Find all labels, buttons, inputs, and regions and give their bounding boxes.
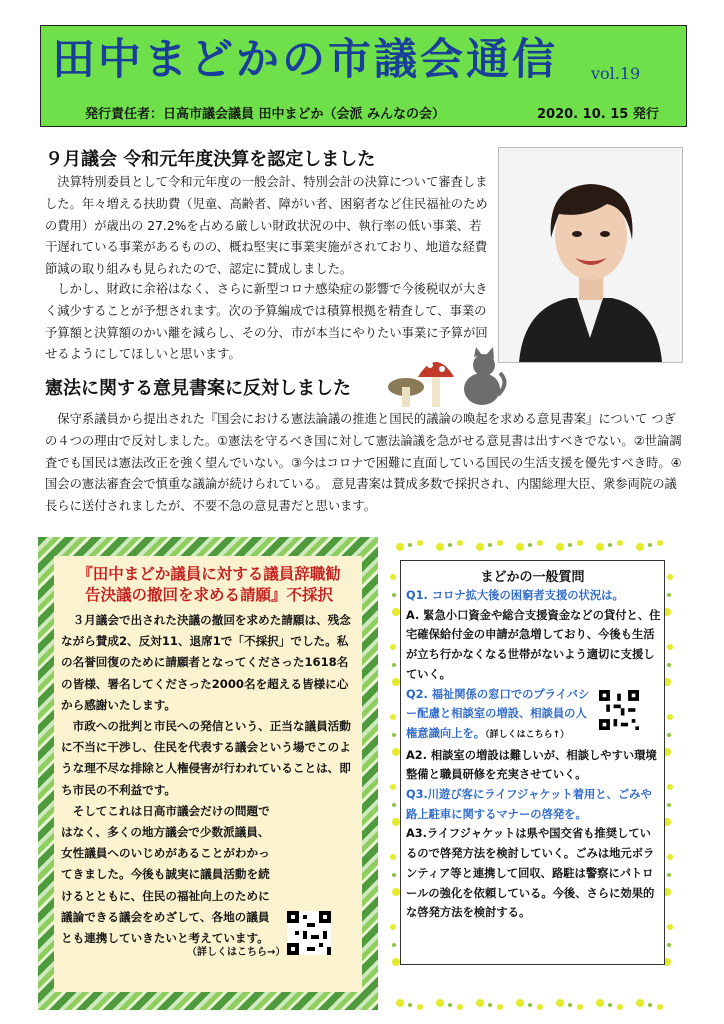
publisher-line: 発行責任者：日高市議会議員 田中まどか（会派 みんなの会） (85, 107, 446, 122)
qr-code-icon[interactable] (599, 690, 639, 730)
answer-1: A. 緊急小口資金や総合支援資金などの貸付と、住宅確保給付金の申請が急増しており、今後も生活が立ち行かなくなる世帯がないよう適切に支援していく。 (406, 608, 661, 681)
petition-p1: ３月議会で出された決議の撤回を求めた請願は、残念ながら賛成2、反対11、退席1で「不採択」でした。私の名誉回復のために請願者となってくださった1618名の皆様、署名してくださった2000名を超える皆様に心から感謝いたします。 (61, 613, 351, 712)
answer-2: A2. 相談室の増設は難しいが、相談しやすい環境整備と職員研修を充実させていく。 (406, 748, 657, 782)
section1-paragraph1 (45, 172, 490, 281)
petition-details-note: （詳しくはこちら→） (187, 947, 286, 958)
qr-code-icon[interactable] (287, 911, 331, 955)
portrait-photo (498, 147, 683, 363)
petition-body (61, 610, 357, 949)
question-2-details-note: （詳しくはこちら↑） (485, 729, 570, 740)
question-2-block (406, 685, 596, 746)
petition-heading-line2: 告決議の撤回を求める請願』不採択 (84, 586, 333, 604)
newsletter-title: 田中まどかの市議会通信 (52, 35, 558, 85)
section1-p2-text: しかし、財政に余裕はなく、さらに新型コロナ感染症の影響で今後税収が大きく減少することが予想されます。次の予算編成では積算根拠を精査して、事業の予算額と決算額のかい離を減らし、その分、市が本当にやりたい事業に予算が回せるようにしてほしいと思います。 (45, 282, 488, 362)
section2-p-text: 保守系議員から提出された『国会における憲法論議の推進と国民的議論の喚起を求める意見書案』について つぎの４つの理由で反対しました。①憲法を守るべき国に対して憲法論議を急がせる意見書は出すべきでない。②世論調査でも国民は憲法改正を強く望んでいない。③今はコロナで困難に直面している国民の生活支援を優先すべき時。④国会の憲法審査会で慎重な議論が続けられている。 意見書案は賛成多数で採択され、内閣総理大臣、衆参両院の議長らに送付されましたが、不要不急の意見書だと思います。 (45, 412, 682, 514)
question-1: Q1. コロナ拡大後の困窮者支援の状況は。 (406, 589, 624, 602)
questions-heading: まどかの一般質問 (480, 570, 585, 585)
question-2: Q2. 福祉関係の窓口でのプライバシー配慮と相談室の増設、相談員の人権意識向上を。 (406, 687, 590, 740)
section1-p1-text: 決算特別委員として令和元年度の一般会計、特別会計の決算について審査しました。年々増える扶助費（児童、高齢者、障がい者、困窮者など住民福祉のための費用）が歳出の 27.2%を占める厳しい財政状況の中、執行率の低い事業、若干遅れている事業があるものの、概ね堅実に事業実施がされており、地道な経費節減の取り組みも見られたので、認定に賛成しました。 (45, 175, 488, 277)
petition-heading-line1: 『田中まどか議員に対する議員辞職勧 (77, 565, 341, 583)
petition-heading (60, 564, 358, 606)
issue-date: 2020. 10. 15 発行 (537, 107, 659, 122)
petition-p2: 市政への批判と市民への発信という、正当な議員活動に不当に干渉し、住民を代表する議会という場でこのような理不尽な排除と人権侵害が行われていることは、即ち市民の不利益です。 (61, 719, 351, 797)
petition-p3: そしてこれは日高市議会だけの問題ではなく、多くの地方議会で少数派議員、女性議員へのいじめがあることがわかってきました。今後も誠実に議員活動を続けるとともに、住民の福祉向上のために議論できる議会をめざして、各地の議員とも連携していきたいと考えています。 (61, 803, 270, 946)
section2-heading: 憲法に関する意見書案に反対しました (45, 378, 351, 399)
mushroom-cat-illustration (388, 347, 508, 412)
section1-heading: ９月議会 令和元年度決算を認定しました (45, 149, 376, 170)
questions-body (406, 586, 662, 923)
question-3: Q3.川遊び客にライフジャケット着用と、ごみや路上駐車に関するマナーの啓発を。 (406, 788, 652, 821)
volume-number: vol.19 (591, 64, 641, 83)
section2-paragraph (45, 409, 685, 518)
answer-3: A3.ライフジャケットは県や国交省も推奨しているので啓発方法を検討していく。ごみは地元ボランティア等と連携して回収、路駐は警察にパトロールの強化を依頼している。今後、さらに効果的な啓発方法を検討する。 (406, 827, 655, 920)
